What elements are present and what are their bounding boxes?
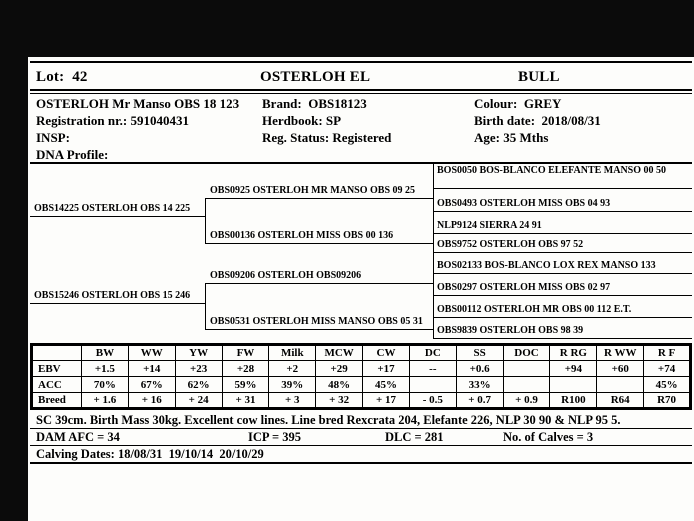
ebv-row-label: Breed <box>32 393 82 409</box>
calves-count: No. of Calves = 3 <box>503 430 594 444</box>
ebv-cell: + 0.7 <box>456 393 503 409</box>
registration-nr: Registration nr.: 591040431 <box>36 113 189 128</box>
lot-number: Lot: 42 <box>36 69 88 85</box>
ebv-row-label: EBV <box>32 361 82 377</box>
pedigree-line <box>433 188 692 189</box>
animal-name: OSTERLOH Mr Manso OBS 18 123 <box>36 96 240 111</box>
ebv-cell: 33% <box>456 377 503 393</box>
icp-value: ICP = 395 <box>248 430 301 444</box>
pedigree-gen3-name: BOS02133 BOS-BLANCO LOX REX MANSO 133 <box>437 260 656 271</box>
ebv-cell: 62% <box>175 377 222 393</box>
ebv-cell: 70% <box>82 377 129 393</box>
ebv-col-header: R WW <box>597 345 644 361</box>
ebv-cell: +94 <box>550 361 597 377</box>
header-rule <box>30 93 692 94</box>
pedigree-line <box>433 317 692 318</box>
ebv-cell: 39% <box>269 377 316 393</box>
ebv-col-header: CW <box>363 345 410 361</box>
pedigree-gen3-name: OBS0493 OSTERLOH MISS OBS 04 93 <box>437 198 611 209</box>
ebv-cell: + 1.6 <box>82 393 129 409</box>
pedigree-line <box>433 252 692 253</box>
top-rule <box>30 61 692 63</box>
pedigree-line <box>433 273 692 274</box>
pedigree-gen2-name: OBS0925 OSTERLOH MR MANSO OBS 09 25 <box>210 185 416 196</box>
ebv-cell: + 0.9 <box>503 393 550 409</box>
ebv-cell <box>409 377 456 393</box>
ebv-col-header: Milk <box>269 345 316 361</box>
pedigree-line <box>30 303 205 304</box>
ebv-cell <box>550 377 597 393</box>
ebv-cell: 45% <box>644 377 691 393</box>
ebv-col-header: SS <box>456 345 503 361</box>
ebv-cell: +0.6 <box>456 361 503 377</box>
bottom-rule <box>30 462 692 464</box>
pedigree-gen3-name: OBS0297 OSTERLOH MISS OBS 02 97 <box>437 282 611 293</box>
header-rule <box>30 89 692 91</box>
pedigree-gen3-name: OBS9839 OSTERLOH OBS 98 39 <box>437 325 584 336</box>
pedigree-connector <box>205 198 206 243</box>
pedigree-line <box>205 283 433 284</box>
calving-dates: Calving Dates: 18/08/31 19/10/14 20/10/29 <box>36 447 264 461</box>
ebv-col-header: BW <box>82 345 129 361</box>
info-rule <box>30 162 692 164</box>
ebv-header-row <box>32 345 691 361</box>
birth-date: Birth date: 2018/08/31 <box>474 113 601 128</box>
ebv-col-header: FW <box>222 345 269 361</box>
ebv-cell: +28 <box>222 361 269 377</box>
ebv-cell: + 24 <box>175 393 222 409</box>
age: Age: 35 Mths <box>474 130 549 145</box>
ebv-cell: + 3 <box>269 393 316 409</box>
pedigree-gen3-name: OBS9752 OSTERLOH OBS 97 52 <box>437 239 584 250</box>
pedigree-line <box>433 233 692 234</box>
ebv-cell: + 31 <box>222 393 269 409</box>
ebv-cell: +2 <box>269 361 316 377</box>
ebv-cell: +60 <box>597 361 644 377</box>
dam-afc: DAM AFC = 34 <box>36 430 120 444</box>
ebv-cell: +29 <box>316 361 363 377</box>
ebv-cell: +17 <box>363 361 410 377</box>
note-rule <box>30 428 692 429</box>
ebv-cell: R64 <box>597 393 644 409</box>
pedigree-sire: OBS14225 OSTERLOH OBS 14 225 <box>34 203 191 214</box>
animal-title: OSTERLOH EL <box>260 69 371 85</box>
pedigree-line <box>30 216 205 217</box>
ebv-cell: 45% <box>363 377 410 393</box>
ebv-col-header <box>32 345 82 361</box>
ebv-cell: - 0.5 <box>409 393 456 409</box>
reg-status: Reg. Status: Registered <box>262 130 392 145</box>
pedigree-line <box>433 338 692 339</box>
ebv-cell: + 32 <box>316 393 363 409</box>
ebv-cell: 59% <box>222 377 269 393</box>
pedigree-connector <box>205 283 206 329</box>
ebv-col-header: R RG <box>550 345 597 361</box>
note-rule <box>30 445 692 446</box>
herdbook: Herdbook: SP <box>262 113 342 128</box>
dlc-value: DLC = 281 <box>385 430 444 444</box>
ebv-cell <box>597 377 644 393</box>
catalog-page <box>28 57 694 521</box>
acc-row <box>32 377 691 393</box>
pedigree-gen3-name: BOS0050 BOS-BLANCO ELEFANTE MANSO 00 50 <box>437 165 667 176</box>
ebv-cell: + 17 <box>363 393 410 409</box>
pedigree-gen3-name: NLP9124 SIERRA 24 91 <box>437 220 542 231</box>
pedigree-line <box>433 211 692 212</box>
pedigree-gen3-name: OBS00112 OSTERLOH MR OBS 00 112 E.T. <box>437 304 632 315</box>
ebv-col-header: DOC <box>503 345 550 361</box>
ebv-cell: +74 <box>644 361 691 377</box>
pedigree-line <box>205 198 433 199</box>
ebv-cell: 48% <box>316 377 363 393</box>
ebv-cell <box>503 361 550 377</box>
ebv-cell: +23 <box>175 361 222 377</box>
ebv-row <box>32 361 691 377</box>
ebv-table <box>30 343 692 410</box>
ebv-col-header: MCW <box>316 345 363 361</box>
ebv-cell: R100 <box>550 393 597 409</box>
pedigree-gen2-name: OBS0531 OSTERLOH MISS MANSO OBS 05 31 <box>210 316 423 327</box>
ebv-cell: +14 <box>128 361 175 377</box>
sc-note: SC 39cm. Birth Mass 30kg. Excellent cow lines. Line bred Rexcrata 204, Elefante 226, NLP 30 90 & NLP 95 5. <box>36 413 621 427</box>
ebv-col-header: YW <box>175 345 222 361</box>
ebv-cell: +1.5 <box>82 361 129 377</box>
ebv-cell: -- <box>409 361 456 377</box>
ebv-cell: + 16 <box>128 393 175 409</box>
ebv-cell <box>503 377 550 393</box>
ebv-col-header: DC <box>409 345 456 361</box>
dna-profile: DNA Profile: <box>36 147 109 162</box>
animal-sex: BULL <box>518 69 560 85</box>
ebv-row-label: ACC <box>32 377 82 393</box>
insp: INSP: <box>36 130 70 145</box>
pedigree-line <box>205 243 433 244</box>
pedigree-line <box>433 295 692 296</box>
ebv-cell: R70 <box>644 393 691 409</box>
colour: Colour: GREY <box>474 96 562 111</box>
brand: Brand: OBS18123 <box>262 96 367 111</box>
ebv-col-header: R F <box>644 345 691 361</box>
pedigree-line <box>205 329 433 330</box>
animal-info <box>36 95 688 163</box>
ebv-col-header: WW <box>128 345 175 361</box>
breed-row <box>32 393 691 409</box>
pedigree-dam: OBS15246 OSTERLOH OBS 15 246 <box>34 290 191 301</box>
ebv-cell: 67% <box>128 377 175 393</box>
pedigree-connector <box>433 163 434 338</box>
pedigree-gen2-name: OBS09206 OSTERLOH OBS09206 <box>210 270 362 281</box>
pedigree-gen2-name: OBS00136 OSTERLOH MISS OBS 00 136 <box>210 230 394 241</box>
